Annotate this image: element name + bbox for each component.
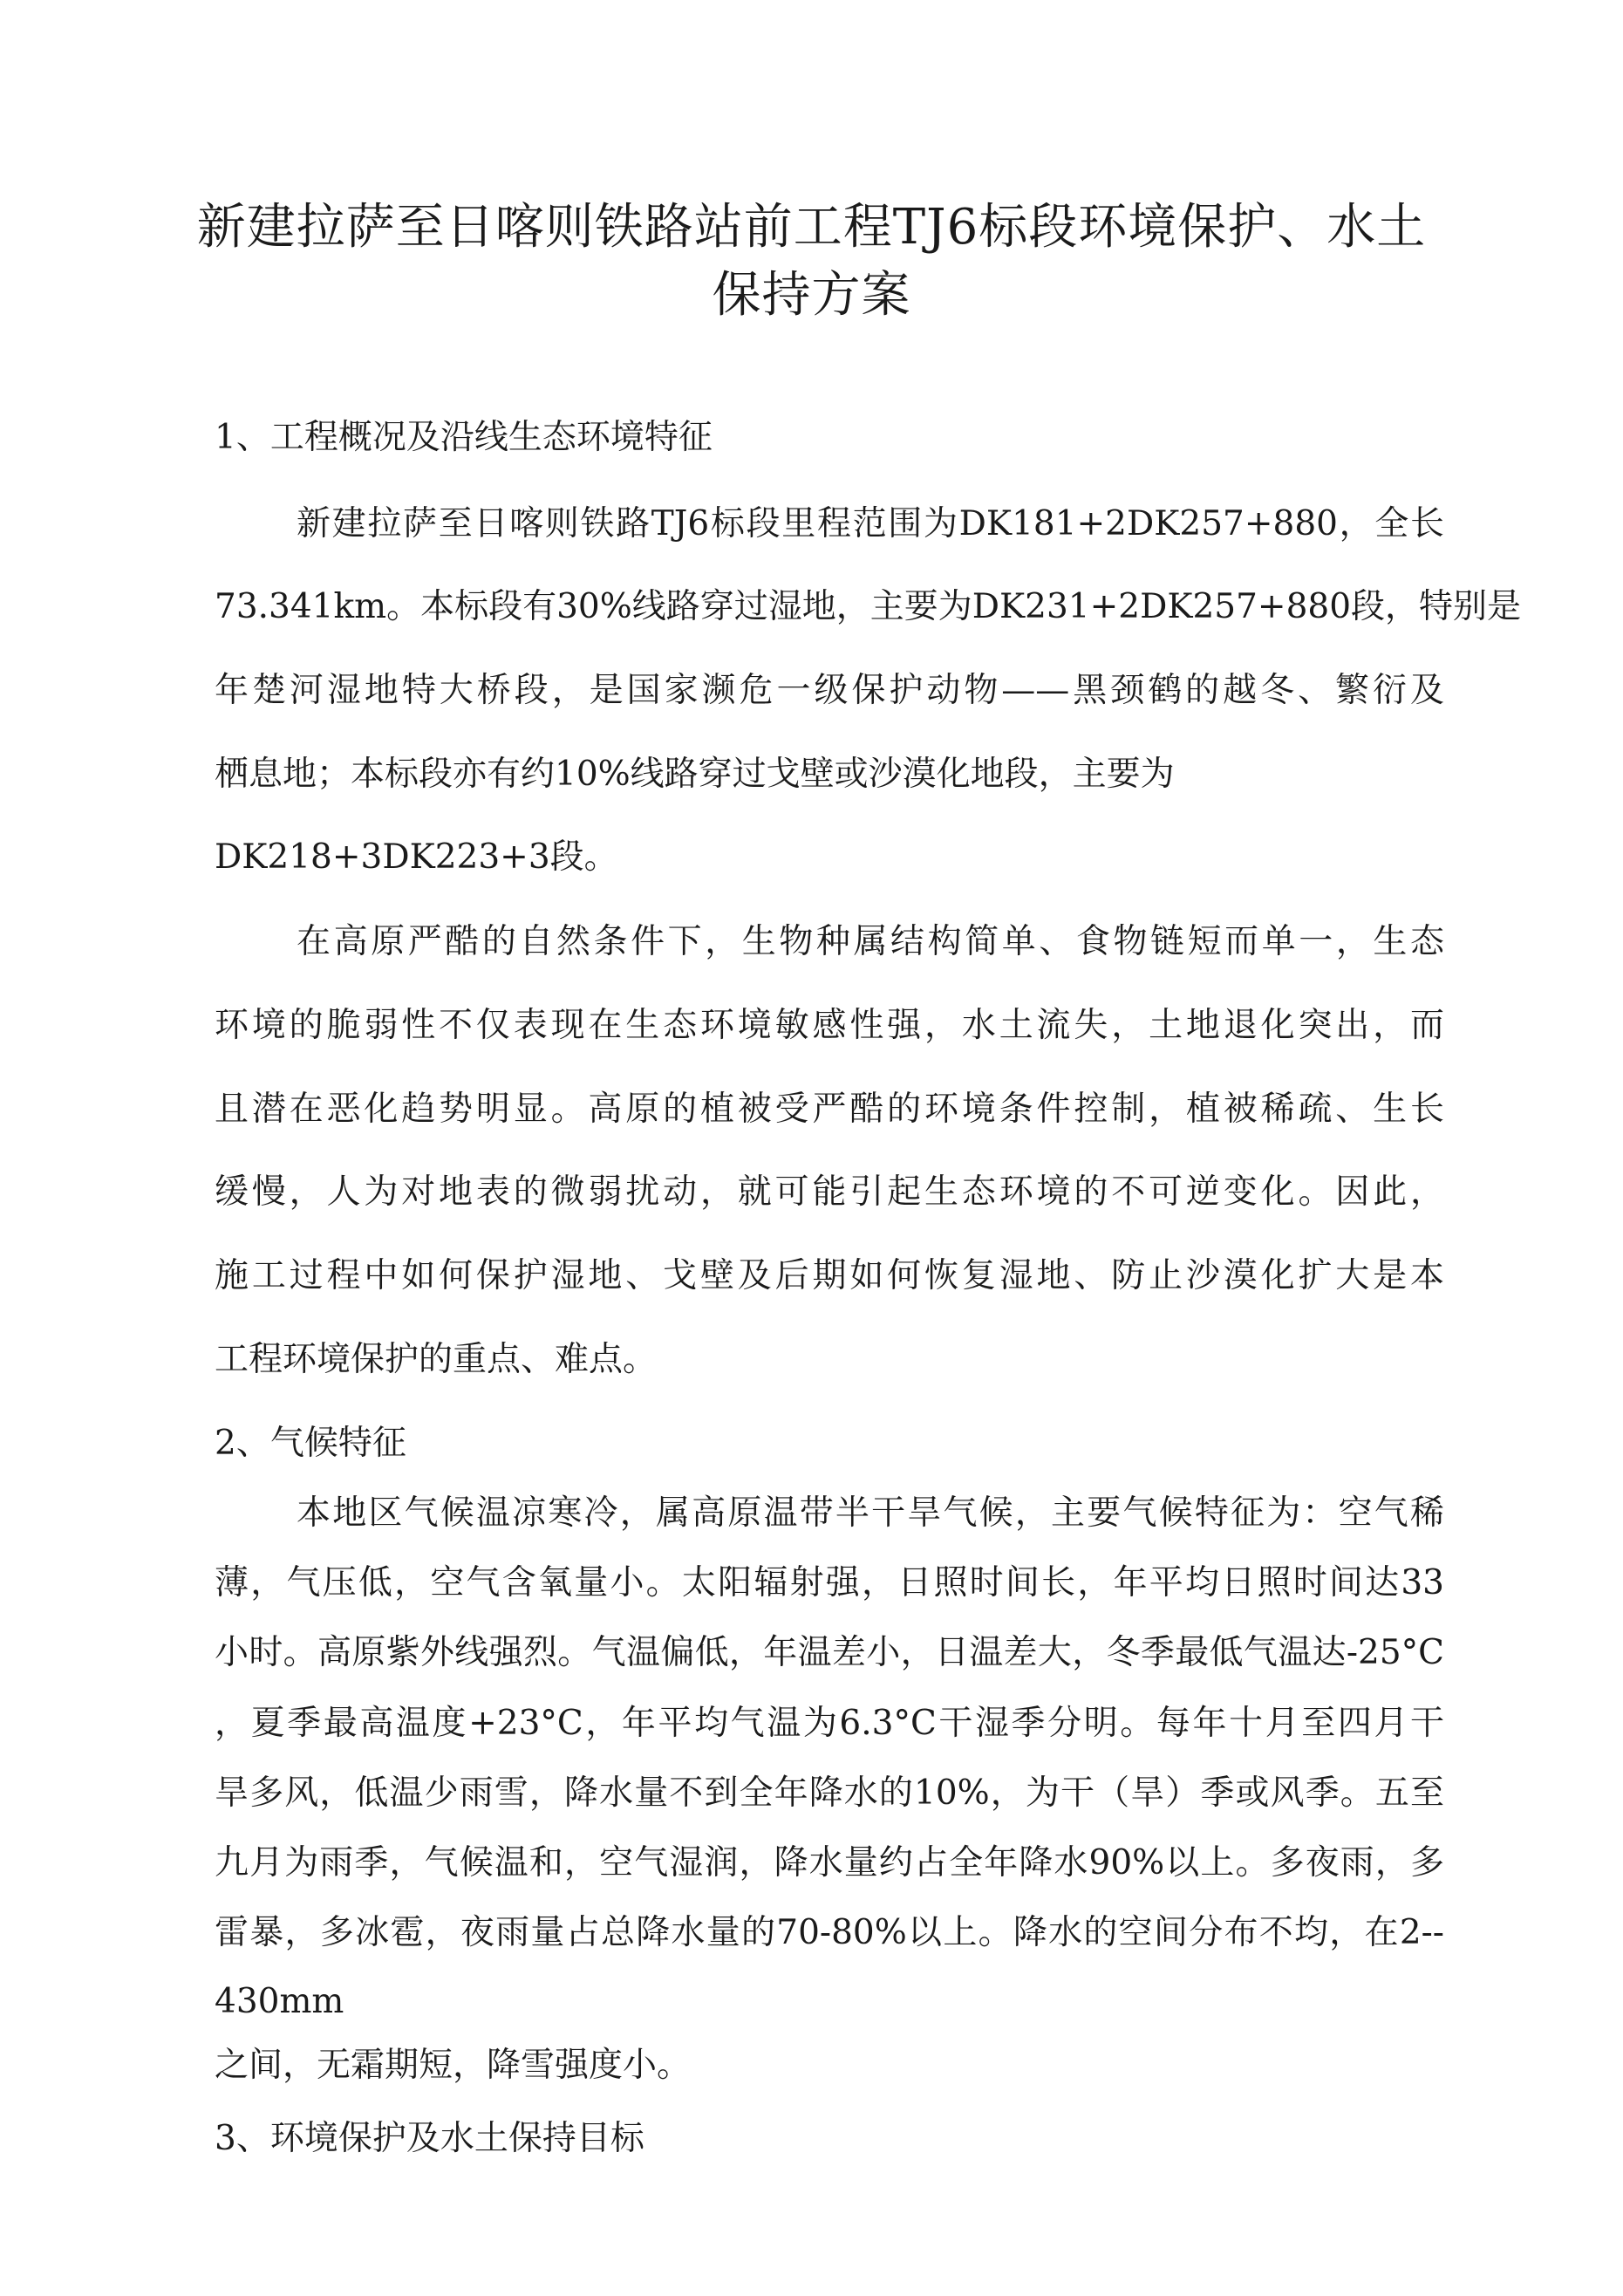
paragraph-line: 之间，无霜期短，降雪强度小。 <box>215 2046 692 2085</box>
document-title-line-1: 新建拉萨至日喀则铁路站前工程TJ6标段环境保护、水土 <box>196 199 1427 256</box>
paragraph-line: 本地区气候温凉寒冷，属高原温带半干旱气候，主要气候特征为：空气稀 <box>297 1493 1444 1533</box>
paragraph-line: 430mm <box>215 1982 344 2021</box>
section-heading-3: 3、环境保护及水土保持目标 <box>215 2119 644 2158</box>
paragraph-line: 工程环境保护的重点、难点。 <box>215 1340 658 1379</box>
section-heading-2: 2、气候特征 <box>215 1424 406 1463</box>
paragraph-line: DK218+3DK223+3段。 <box>215 837 618 877</box>
paragraph-line: 73.341km。本标段有30%线路穿过湿地，主要为DK231+2DK257+880段，特别是 <box>215 587 1522 626</box>
paragraph-line: 薄，气压低，空气含氧量小。太阳辐射强，日照时间长，年平均日照时间达33 <box>215 1563 1444 1602</box>
paragraph-line: 雷暴，多冰雹，夜雨量占总降水量的70-80%以上。降水的空间分布不均，在2-- <box>215 1913 1444 1952</box>
section-heading-1: 1、工程概况及沿线生态环境特征 <box>215 418 713 457</box>
paragraph-line: 且潜在恶化趋势明显。高原的植被受严酷的环境条件控制，植被稀疏、生长 <box>215 1090 1444 1129</box>
paragraph-line: 小时。高原紫外线强烈。气温偏低，年温差小，日温差大，冬季最低气温达-25°C <box>215 1633 1444 1672</box>
paragraph-line: 旱多风，低温少雨雪，降水量不到全年降水的10%，为干（旱）季或风季。五至 <box>215 1773 1444 1813</box>
paragraph-line: 在高原严酷的自然条件下，生物种属结构简单、食物链短而单一，生态 <box>297 922 1444 961</box>
paragraph-line: 九月为雨季，气候温和，空气湿润，降水量约占全年降水90%以上。多夜雨，多 <box>215 1843 1444 1883</box>
paragraph-line: 新建拉萨至日喀则铁路TJ6标段里程范围为DK181+2DK257+880，全长 <box>297 504 1444 543</box>
paragraph-line: 年楚河湿地特大桥段，是国家濒危一级保护动物——黑颈鹤的越冬、繁衍及 <box>215 671 1444 710</box>
paragraph-line: 环境的脆弱性不仅表现在生态环境敏感性强，水土流失，土地退化突出，而 <box>215 1006 1444 1045</box>
paragraph-line: ，夏季最高温度+23°C，年平均气温为6.3°C干湿季分明。每年十月至四月干 <box>215 1704 1444 1743</box>
paragraph-line: 施工过程中如何保护湿地、戈壁及后期如何恢复湿地、防止沙漠化扩大是本 <box>215 1256 1444 1295</box>
paragraph-line: 栖息地；本标段亦有约10%线路穿过戈壁或沙漠化地段，主要为 <box>215 755 1175 794</box>
paragraph-line: 缓慢，人为对地表的微弱扰动，就可能引起生态环境的不可逆变化。因此， <box>215 1172 1444 1212</box>
document-title-line-2: 保持方案 <box>712 267 911 324</box>
